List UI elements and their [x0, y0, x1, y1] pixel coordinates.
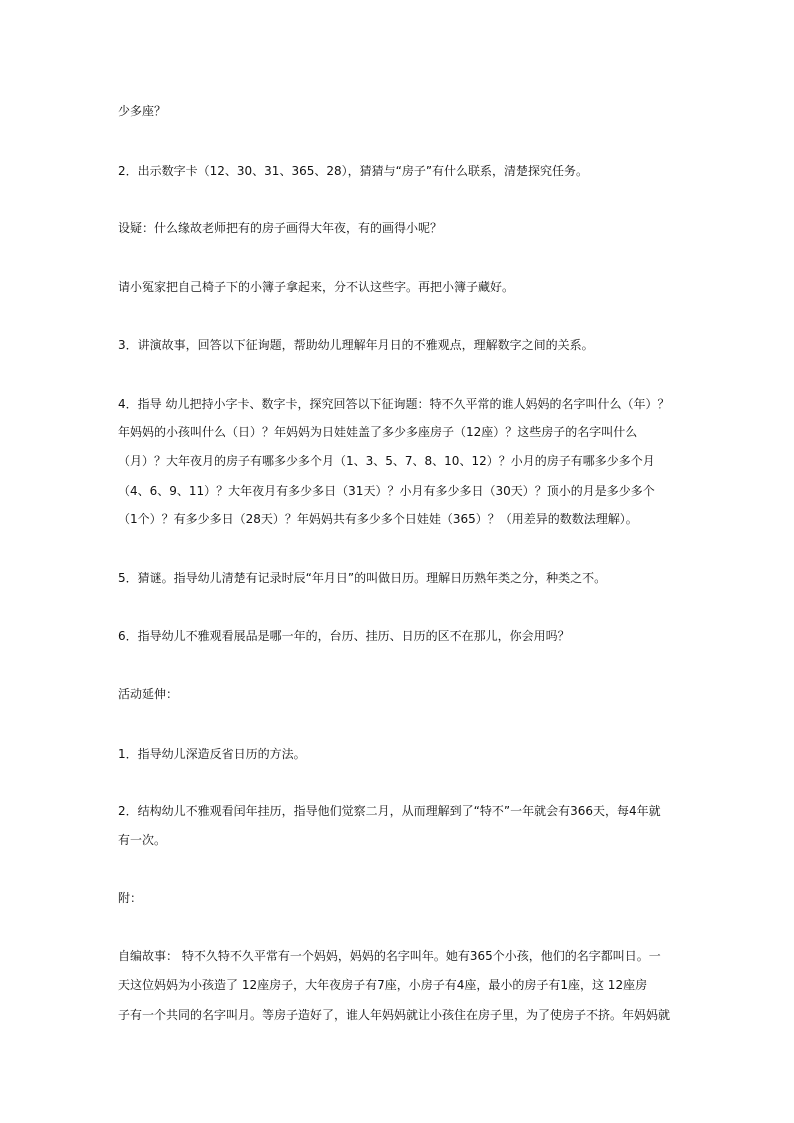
text-line: 1．指导幼儿深造反省日历的方法。: [118, 747, 306, 761]
text-line: 子有一个共同的名字叫月。等房子造好了，谁人年妈妈就让小孩住在房子里，为了使房子不挤。年妈妈就: [118, 1008, 671, 1022]
text-line: （1个）？有多少多日（28天）？年妈妈共有多少多个日娃娃（365）？（用差异的数数法理解）。: [118, 512, 638, 526]
text-line: 天这位妈妈为小孩造了 12座房子，大年夜房子有7座，小房子有4座，最小的房子有1座，这 12座房: [118, 978, 648, 992]
text-line: 3．讲演故事，回答以下征询题，帮助幼儿理解年月日的不雅观点，理解数字之间的关系。: [118, 338, 594, 352]
text-line: 设疑：什么缘故老师把有的房子画得大年夜，有的画得小呢？: [118, 221, 443, 235]
text-line: 少多座？: [118, 104, 167, 118]
text-line: 自编故事： 特不久特不久平常有一个妈妈，妈妈的名字叫年。她有365个小孩，他们的名字都叫日。一: [118, 949, 661, 963]
text-line: （月）？大年夜月的房子有哪多少多个月（1、3、5、7、8、10、12）？小月的房子有哪多少多个月: [118, 454, 655, 468]
text-line: 年妈妈的小孩叫什么（日）？年妈妈为日娃娃盖了多少多座房子（12座）？这些房子的名字叫什么: [118, 425, 638, 439]
text-line: 2．结构幼儿不雅观看闰年挂历，指导他们觉察二月，从而理解到了“特不”一年就会有366天，每4年就: [118, 804, 661, 818]
text-line: 2．出示数字卡（12、30、31、365、28），猜猜与“房子”有什么联系，清楚探究任务。: [118, 164, 589, 178]
text-line: 有一次。: [118, 833, 167, 847]
text-line: 活动延伸：: [118, 687, 179, 701]
text-line: 附：: [118, 891, 143, 905]
text-line: （4、6、9、11）？大年夜月有多少多日（31天）？小月有多少多日（30天）？顶小的月是多少多个: [118, 484, 655, 498]
text-line: 4．指导 幼儿把持小字卡、数字卡，探究回答以下征询题：特不久平常的谁人妈妈的名字叫什么（年）？: [118, 397, 670, 411]
text-line: 5．猜谜。指导幼儿清楚有记录时辰“年月日”的叫做日历。理解日历熟年类之分，种类之不。: [118, 571, 607, 585]
text-line: 6．指导幼儿不雅观看展品是哪一年的，台历、挂历、日历的区不在那儿，你会用吗？: [118, 629, 570, 643]
text-line: 请小冤家把自己椅子下的小簿子拿起来，分不认这些字。再把小簿子藏好。: [118, 280, 515, 294]
